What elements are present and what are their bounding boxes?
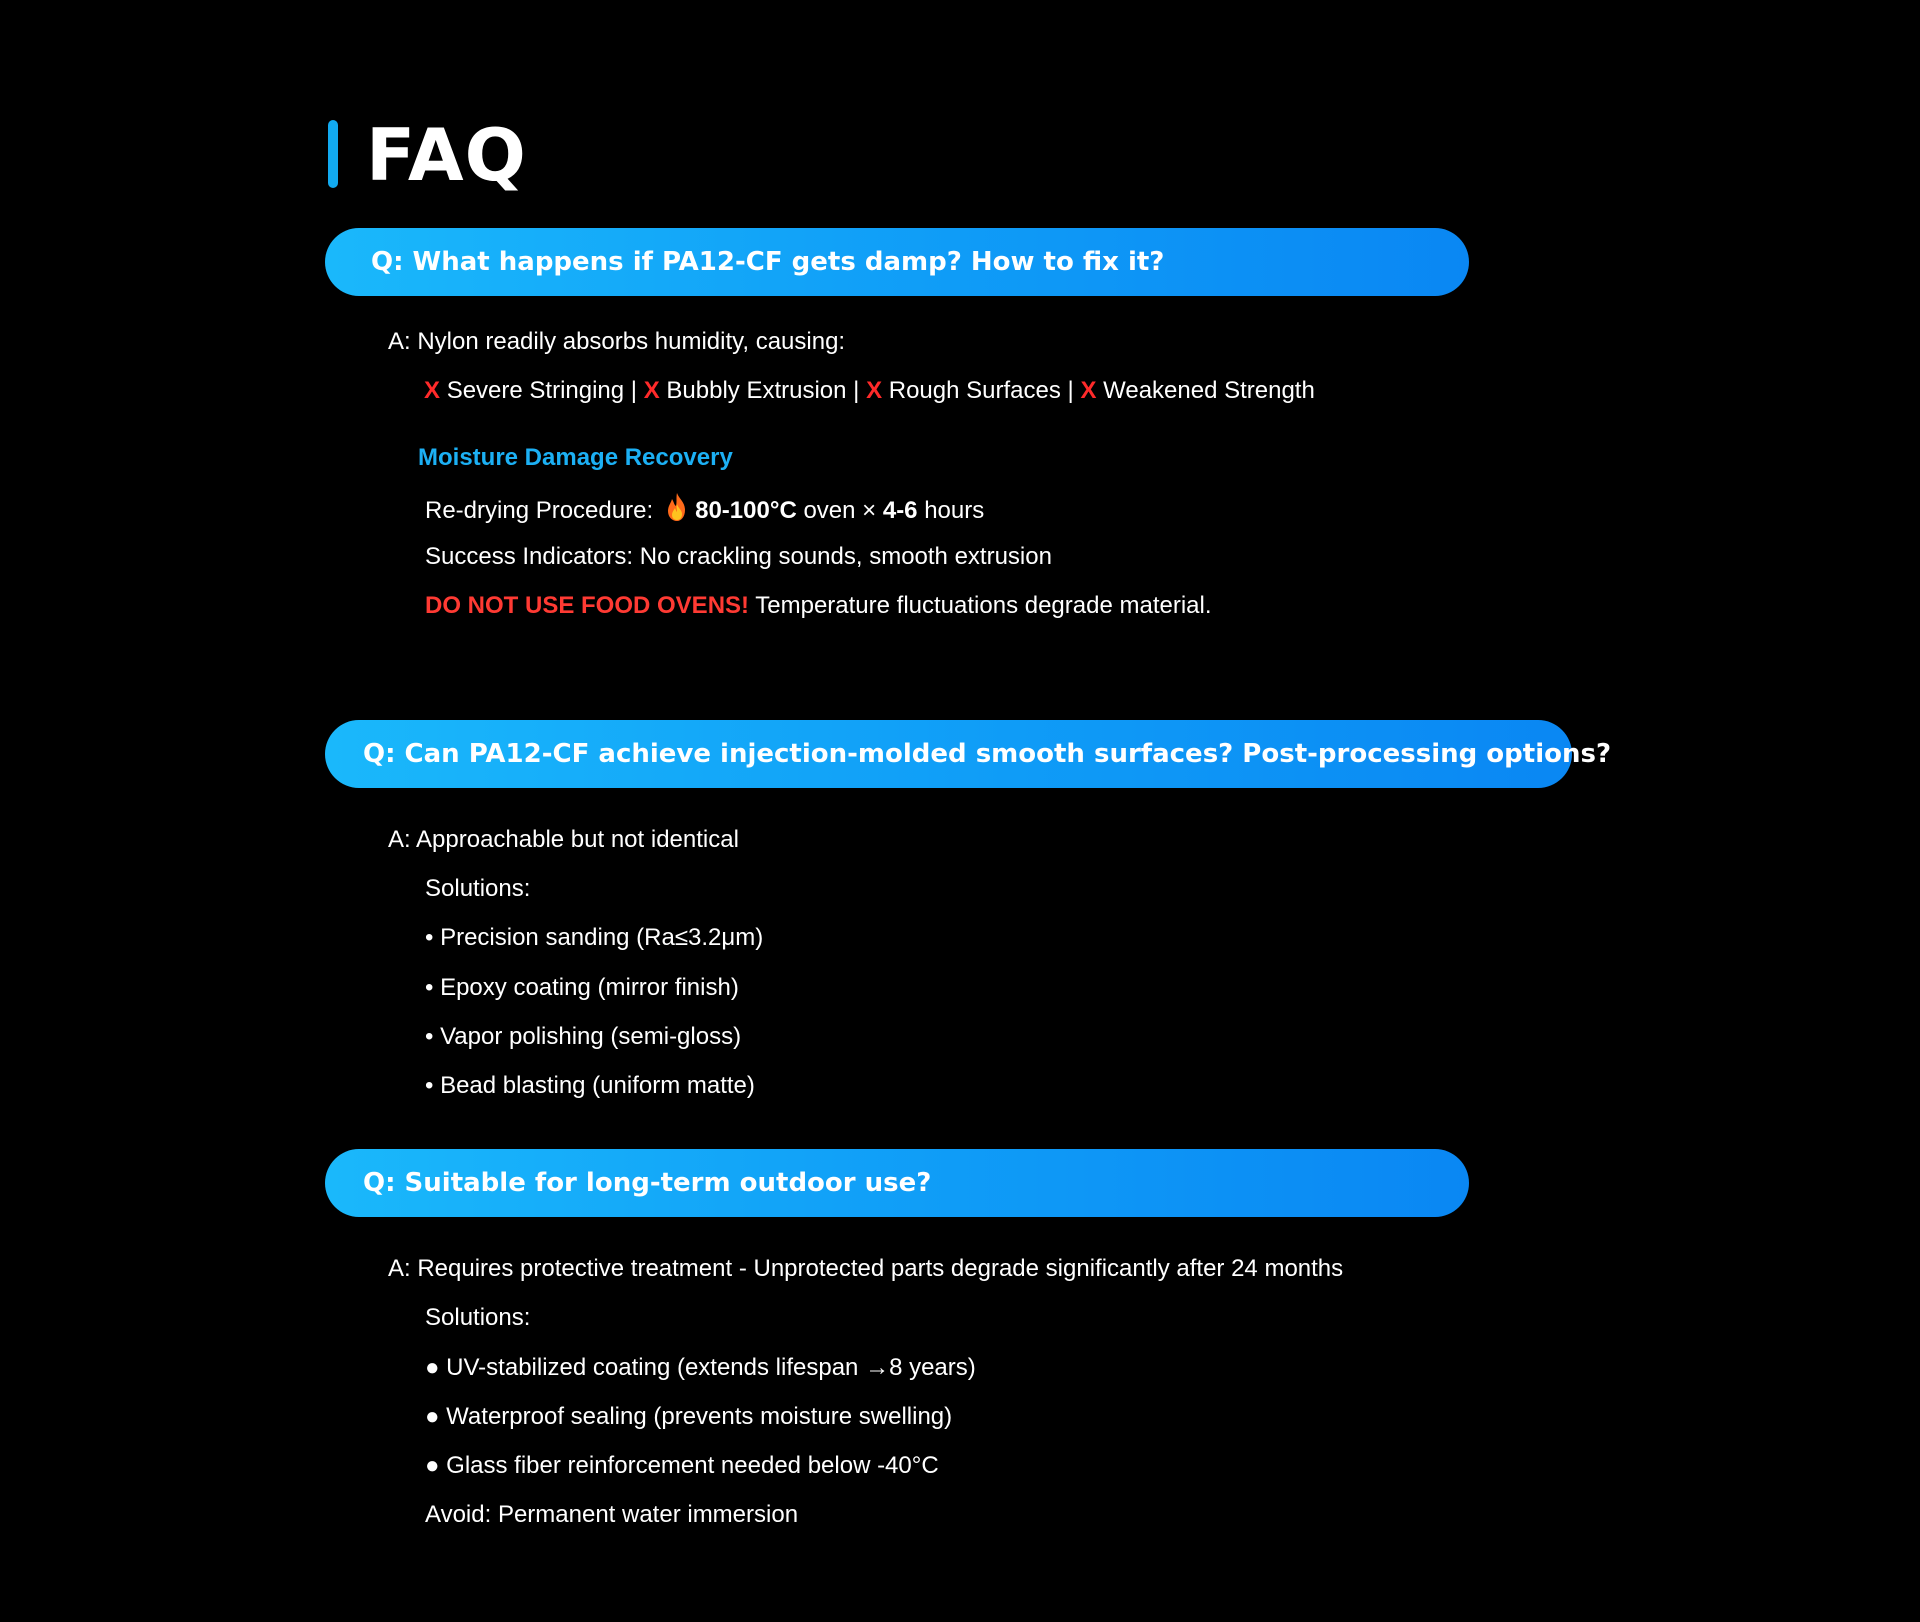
title-accent-bar — [328, 120, 338, 188]
x-mark-icon: X — [866, 377, 883, 404]
redry-label: Re-drying Procedure: — [425, 497, 654, 524]
symptom-separator: | — [624, 377, 644, 404]
list-item: • Epoxy coating (mirror finish) — [425, 974, 739, 1001]
redry-procedure — [425, 492, 984, 530]
faq-question-2[interactable] — [325, 720, 1612, 788]
list-item: • Precision sanding (Ra≤3.2μm) — [425, 924, 764, 951]
answer-intro: A: Requires protective treatment - Unprotected parts degrade significantly after 24 months — [388, 1255, 1344, 1282]
warning-text: DO NOT USE FOOD OVENS! — [425, 592, 750, 619]
symptom-item: Rough Surfaces — [888, 377, 1061, 404]
redry-temperature: 80-100°C — [695, 497, 797, 524]
symptom-item: Bubbly Extrusion — [666, 377, 847, 404]
question-text: Q: Suitable for long-term outdoor use? — [363, 1168, 932, 1198]
list-item: ● Waterproof sealing (prevents moisture swelling) — [425, 1403, 953, 1430]
faq-question-1[interactable] — [325, 228, 1469, 296]
x-mark-icon: X — [643, 377, 660, 404]
list-item: ● Glass fiber reinforcement needed below -40°C — [425, 1452, 939, 1479]
symptom-separator: | — [846, 377, 867, 404]
solutions-label: Solutions: — [425, 1304, 531, 1331]
success-indicators: Success Indicators: No crackling sounds, smooth extrusion — [425, 543, 1052, 570]
avoid-note: Avoid: Permanent water immersion — [425, 1501, 799, 1528]
x-mark-icon: X — [1080, 377, 1097, 404]
symptom-separator: | — [1060, 377, 1081, 404]
redry-mid: oven × — [796, 497, 883, 524]
symptom-item: Severe Stringing — [446, 377, 625, 404]
list-item: • Bead blasting (uniform matte) — [425, 1072, 755, 1099]
fire-icon — [663, 492, 691, 530]
warning-line — [425, 591, 1212, 621]
question-text: Q: Can PA12-CF achieve injection-molded smooth surfaces? Post-processing options? — [363, 739, 1612, 769]
list-item: • Vapor polishing (semi-gloss) — [425, 1023, 742, 1050]
list-item: ● UV-stabilized coating (extends lifespan →8 years) — [425, 1354, 976, 1381]
faq-question-3[interactable] — [325, 1149, 1469, 1217]
redry-unit: hours — [917, 497, 985, 524]
recovery-heading: Moisture Damage Recovery — [418, 444, 733, 471]
answer-intro: A: Approachable but not identical — [388, 826, 739, 853]
symptom-item: Weakened Strength — [1103, 377, 1315, 404]
warning-detail: Temperature fluctuations degrade material. — [749, 592, 1212, 619]
redry-time: 4-6 — [882, 497, 918, 524]
solutions-label: Solutions: — [425, 875, 531, 902]
answer-intro: A: Nylon readily absorbs humidity, causing: — [388, 328, 846, 355]
page-title: FAQ — [366, 113, 527, 197]
symptoms-list — [424, 376, 1315, 406]
question-text: Q: What happens if PA12-CF gets damp? How to fix it? — [371, 247, 1165, 277]
x-mark-icon: X — [424, 377, 441, 404]
